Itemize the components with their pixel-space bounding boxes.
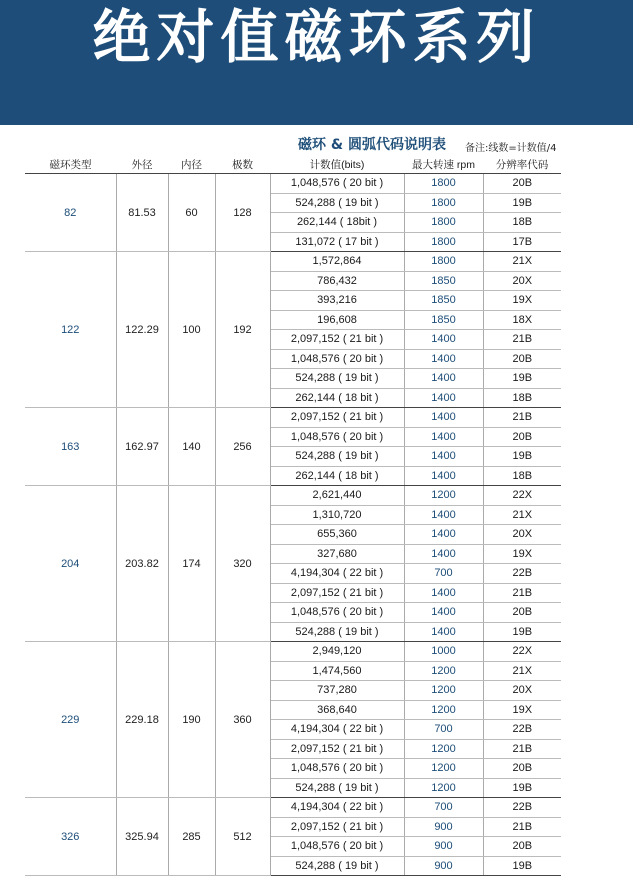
resolution-code-cell: 18X [483,310,561,330]
resolution-code-cell: 20X [483,525,561,545]
resolution-code-cell: 18B [483,388,561,408]
max-rpm-cell: 1400 [404,544,483,564]
table-row [25,408,561,428]
count-value-cell: 1,048,576 ( 20 bit ) [270,427,404,447]
resolution-code-cell: 21B [483,739,561,759]
header-poles: 极数 [215,156,270,174]
header-inner-diameter: 内径 [168,156,215,174]
resolution-code-cell: 18B [483,213,561,233]
resolution-code-cell: 20B [483,759,561,779]
count-value-cell: 1,572,864 [270,252,404,272]
resolution-code-cell: 19B [483,622,561,642]
count-value-cell: 393,216 [270,291,404,311]
resolution-code-cell: 20X [483,271,561,291]
resolution-code-cell: 18B [483,466,561,486]
resolution-code-cell: 22X [483,486,561,506]
count-value-cell: 2,621,440 [270,486,404,506]
count-value-cell: 524,288 ( 19 bit ) [270,193,404,213]
header-outer-diameter: 外径 [116,156,168,174]
count-value-cell: 1,048,576 ( 20 bit ) [270,837,404,857]
header-count: 计数值(bits) [270,156,404,174]
count-value-cell: 524,288 ( 19 bit ) [270,447,404,467]
resolution-code-cell: 21X [483,661,561,681]
table-header-row [25,156,561,174]
count-value-cell: 196,608 [270,310,404,330]
count-value-cell: 4,194,304 ( 22 bit ) [270,798,404,818]
max-rpm-cell: 900 [404,856,483,876]
count-value-cell: 2,097,152 ( 21 bit ) [270,739,404,759]
max-rpm-cell: 1400 [404,408,483,428]
outer-diameter-cell: 81.53 [116,174,168,252]
count-value-cell: 131,072 ( 17 bit ) [270,232,404,252]
poles-cell: 128 [215,174,270,252]
inner-diameter-cell: 285 [168,798,215,876]
count-value-cell: 1,048,576 ( 20 bit ) [270,349,404,369]
magnet-type-cell: 82 [25,174,116,252]
max-rpm-cell: 1800 [404,193,483,213]
resolution-code-cell: 20B [483,427,561,447]
resolution-code-cell: 19X [483,700,561,720]
poles-cell: 320 [215,486,270,642]
magnet-type-cell: 204 [25,486,116,642]
resolution-code-cell: 21B [483,583,561,603]
count-value-cell: 524,288 ( 19 bit ) [270,856,404,876]
resolution-code-cell: 19X [483,291,561,311]
magnet-type-cell: 229 [25,642,116,798]
max-rpm-cell: 1400 [404,388,483,408]
resolution-code-cell: 21B [483,408,561,428]
resolution-code-cell: 21X [483,252,561,272]
header-resolution-code: 分辨率代码 [483,156,561,174]
max-rpm-cell: 900 [404,837,483,857]
max-rpm-cell: 1400 [404,583,483,603]
count-value-cell: 262,144 ( 18bit ) [270,213,404,233]
max-rpm-cell: 1800 [404,174,483,194]
resolution-code-cell: 22X [483,642,561,662]
max-rpm-cell: 1850 [404,271,483,291]
magnet-type-cell: 326 [25,798,116,876]
count-value-cell: 1,474,560 [270,661,404,681]
max-rpm-cell: 1400 [404,603,483,623]
poles-cell: 360 [215,642,270,798]
inner-diameter-cell: 190 [168,642,215,798]
count-value-cell: 4,194,304 ( 22 bit ) [270,720,404,740]
count-value-cell: 2,097,152 ( 21 bit ) [270,817,404,837]
resolution-code-cell: 20B [483,174,561,194]
table-row [25,252,561,272]
table-row [25,174,561,194]
resolution-code-cell: 22B [483,798,561,818]
max-rpm-cell: 1400 [404,447,483,467]
resolution-code-cell: 19X [483,544,561,564]
count-value-cell: 4,194,304 ( 22 bit ) [270,564,404,584]
max-rpm-cell: 700 [404,798,483,818]
header-max-rpm: 最大转速 rpm [404,156,483,174]
table-title: 磁环 & 圆弧代码说明表 [298,137,446,153]
count-value-cell: 524,288 ( 19 bit ) [270,369,404,389]
max-rpm-cell: 1200 [404,681,483,701]
resolution-code-cell: 22B [483,564,561,584]
count-value-cell: 368,640 [270,700,404,720]
max-rpm-cell: 1400 [404,525,483,545]
inner-diameter-cell: 140 [168,408,215,486]
max-rpm-cell: 1850 [404,291,483,311]
resolution-code-cell: 17B [483,232,561,252]
count-value-cell: 1,048,576 ( 20 bit ) [270,759,404,779]
resolution-code-cell: 19B [483,369,561,389]
resolution-code-cell: 20B [483,603,561,623]
magnet-type-cell: 122 [25,252,116,408]
resolution-code-cell: 21B [483,817,561,837]
count-value-cell: 327,680 [270,544,404,564]
table-row [25,486,561,506]
code-table [25,156,561,876]
max-rpm-cell: 1200 [404,778,483,798]
poles-cell: 256 [215,408,270,486]
outer-diameter-cell: 162.97 [116,408,168,486]
count-value-cell: 524,288 ( 19 bit ) [270,778,404,798]
inner-diameter-cell: 174 [168,486,215,642]
max-rpm-cell: 1400 [404,369,483,389]
count-value-cell: 786,432 [270,271,404,291]
outer-diameter-cell: 122.29 [116,252,168,408]
count-value-cell: 2,097,152 ( 21 bit ) [270,583,404,603]
max-rpm-cell: 1400 [404,466,483,486]
count-value-cell: 655,360 [270,525,404,545]
inner-diameter-cell: 60 [168,174,215,252]
resolution-code-cell: 19B [483,447,561,467]
table-row [25,642,561,662]
max-rpm-cell: 1000 [404,642,483,662]
max-rpm-cell: 1800 [404,232,483,252]
resolution-code-cell: 21B [483,330,561,350]
magnet-type-cell: 163 [25,408,116,486]
max-rpm-cell: 1850 [404,310,483,330]
poles-cell: 192 [215,252,270,408]
max-rpm-cell: 1400 [404,622,483,642]
count-value-cell: 1,048,576 ( 20 bit ) [270,603,404,623]
max-rpm-cell: 1200 [404,700,483,720]
count-value-cell: 2,097,152 ( 21 bit ) [270,408,404,428]
resolution-code-cell: 19B [483,193,561,213]
count-value-cell: 262,144 ( 18 bit ) [270,388,404,408]
max-rpm-cell: 1800 [404,252,483,272]
count-value-cell: 2,097,152 ( 21 bit ) [270,330,404,350]
outer-diameter-cell: 203.82 [116,486,168,642]
max-rpm-cell: 1400 [404,427,483,447]
max-rpm-cell: 900 [404,817,483,837]
max-rpm-cell: 1400 [404,330,483,350]
table-note: 备注:线数=计数值/4 [465,143,557,154]
max-rpm-cell: 1200 [404,739,483,759]
outer-diameter-cell: 229.18 [116,642,168,798]
count-value-cell: 1,048,576 ( 20 bit ) [270,174,404,194]
max-rpm-cell: 1200 [404,759,483,779]
count-value-cell: 737,280 [270,681,404,701]
banner-title: 绝对值磁环系列 [92,3,541,71]
max-rpm-cell: 1200 [404,486,483,506]
outer-diameter-cell: 325.94 [116,798,168,876]
max-rpm-cell: 700 [404,720,483,740]
resolution-code-cell: 21X [483,505,561,525]
table-row [25,798,561,818]
count-value-cell: 1,310,720 [270,505,404,525]
table-body [25,174,561,876]
resolution-code-cell: 22B [483,720,561,740]
resolution-code-cell: 19B [483,856,561,876]
max-rpm-cell: 1400 [404,505,483,525]
count-value-cell: 2,949,120 [270,642,404,662]
header-type: 磁环类型 [25,156,116,174]
poles-cell: 512 [215,798,270,876]
resolution-code-cell: 19B [483,778,561,798]
count-value-cell: 262,144 ( 18 bit ) [270,466,404,486]
count-value-cell: 524,288 ( 19 bit ) [270,622,404,642]
resolution-code-cell: 20X [483,681,561,701]
max-rpm-cell: 1200 [404,661,483,681]
header-banner [0,0,633,125]
max-rpm-cell: 700 [404,564,483,584]
resolution-code-cell: 20B [483,837,561,857]
max-rpm-cell: 1800 [404,213,483,233]
inner-diameter-cell: 100 [168,252,215,408]
resolution-code-cell: 20B [483,349,561,369]
max-rpm-cell: 1400 [404,349,483,369]
